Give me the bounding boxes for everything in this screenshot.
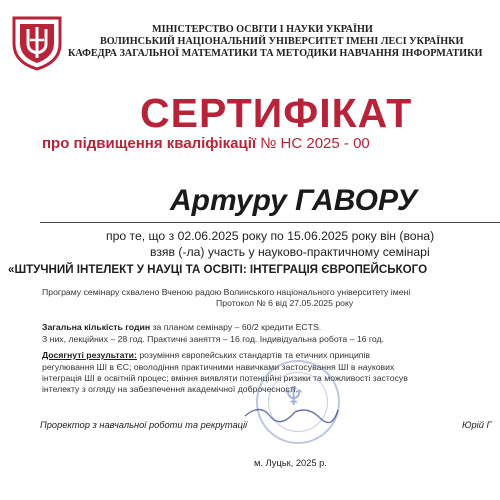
results-line-4: інтелекту з огляду на забезпечення академічної доброчесності. [42, 384, 299, 394]
seminar-title: «ШТУЧНИЙ ІНТЕЛЕКТ У НАУЦІ ТА ОСВІТІ: ІНТЕГРАЦІЯ ЄВРОПЕЙСЬКОГО [8, 263, 428, 276]
hours-text: за планом семінару – 60/2 кредити ECTS. [150, 322, 322, 332]
university-line: ВОЛИНСЬКИЙ НАЦІОНАЛЬНИЙ УНІВЕРСИТЕТ ІМЕНІ ЛЕСІ УКРАЇНКИ [100, 36, 464, 47]
department-line: КАФЕДРА ЗАГАЛЬНОЇ МАТЕМАТИКИ ТА МЕТОДИКИ НАВЧАННЯ ІНФОРМАТИКИ [68, 48, 483, 59]
hours-line [42, 322, 321, 332]
approval-text: Програму семінару схвалено Вченою радою Волинського національного університету імені [42, 287, 411, 297]
certificate-number: № НС 2025 - 00 [260, 135, 370, 152]
hours-breakdown: З них, лекційних – 28 год. Практичні заняття – 16 год. Індивідуальна робота – 16 год. [42, 334, 385, 344]
certificate-title: СЕРТИФІКАТ [140, 90, 413, 136]
certificate-subtitle [42, 135, 370, 152]
recipient-name: Артуру ГАВОРУ [170, 184, 418, 217]
place-date: м. Луцьк, 2025 р. [254, 458, 327, 468]
recipient-underline [40, 222, 500, 223]
subtitle-text: про підвищення кваліфікації [42, 135, 257, 152]
results-label: Досягнуті результати: [42, 350, 137, 360]
results-line-2: регулювання ШІ в ЄС; оволодіння практичними навичками застосування ШІ в наукових [42, 362, 395, 372]
signatory-position: Проректор з навчальної роботи та рекрутації [40, 420, 248, 430]
signatory-name: Юрій Г [462, 420, 492, 430]
results-line-3: інтеграція ШІ в освітній процес; вміння виявляти потенційні ризики та можливості застосув [42, 373, 408, 383]
university-logo [10, 14, 64, 72]
ministry-line: МІНІСТЕРСТВО ОСВІТИ І НАУКИ УКРАЇНИ [152, 24, 373, 35]
hours-label: Загальна кількість годин [42, 322, 151, 332]
handwritten-signature [240, 398, 340, 428]
protocol-text: Протокол № 6 від 27.05.2025 року [216, 298, 354, 308]
participation-dates: про те, що з 02.06.2025 року по 15.06.2025 року він (вона) [106, 229, 435, 243]
trident-icon: ♆ [282, 382, 306, 412]
participation-line: взяв (-ла) участь у науково-практичному семінарі [150, 245, 430, 259]
results-text-1: розуміння європейських стандартів та етичних принципів [136, 350, 371, 360]
results-line-1 [42, 350, 370, 360]
